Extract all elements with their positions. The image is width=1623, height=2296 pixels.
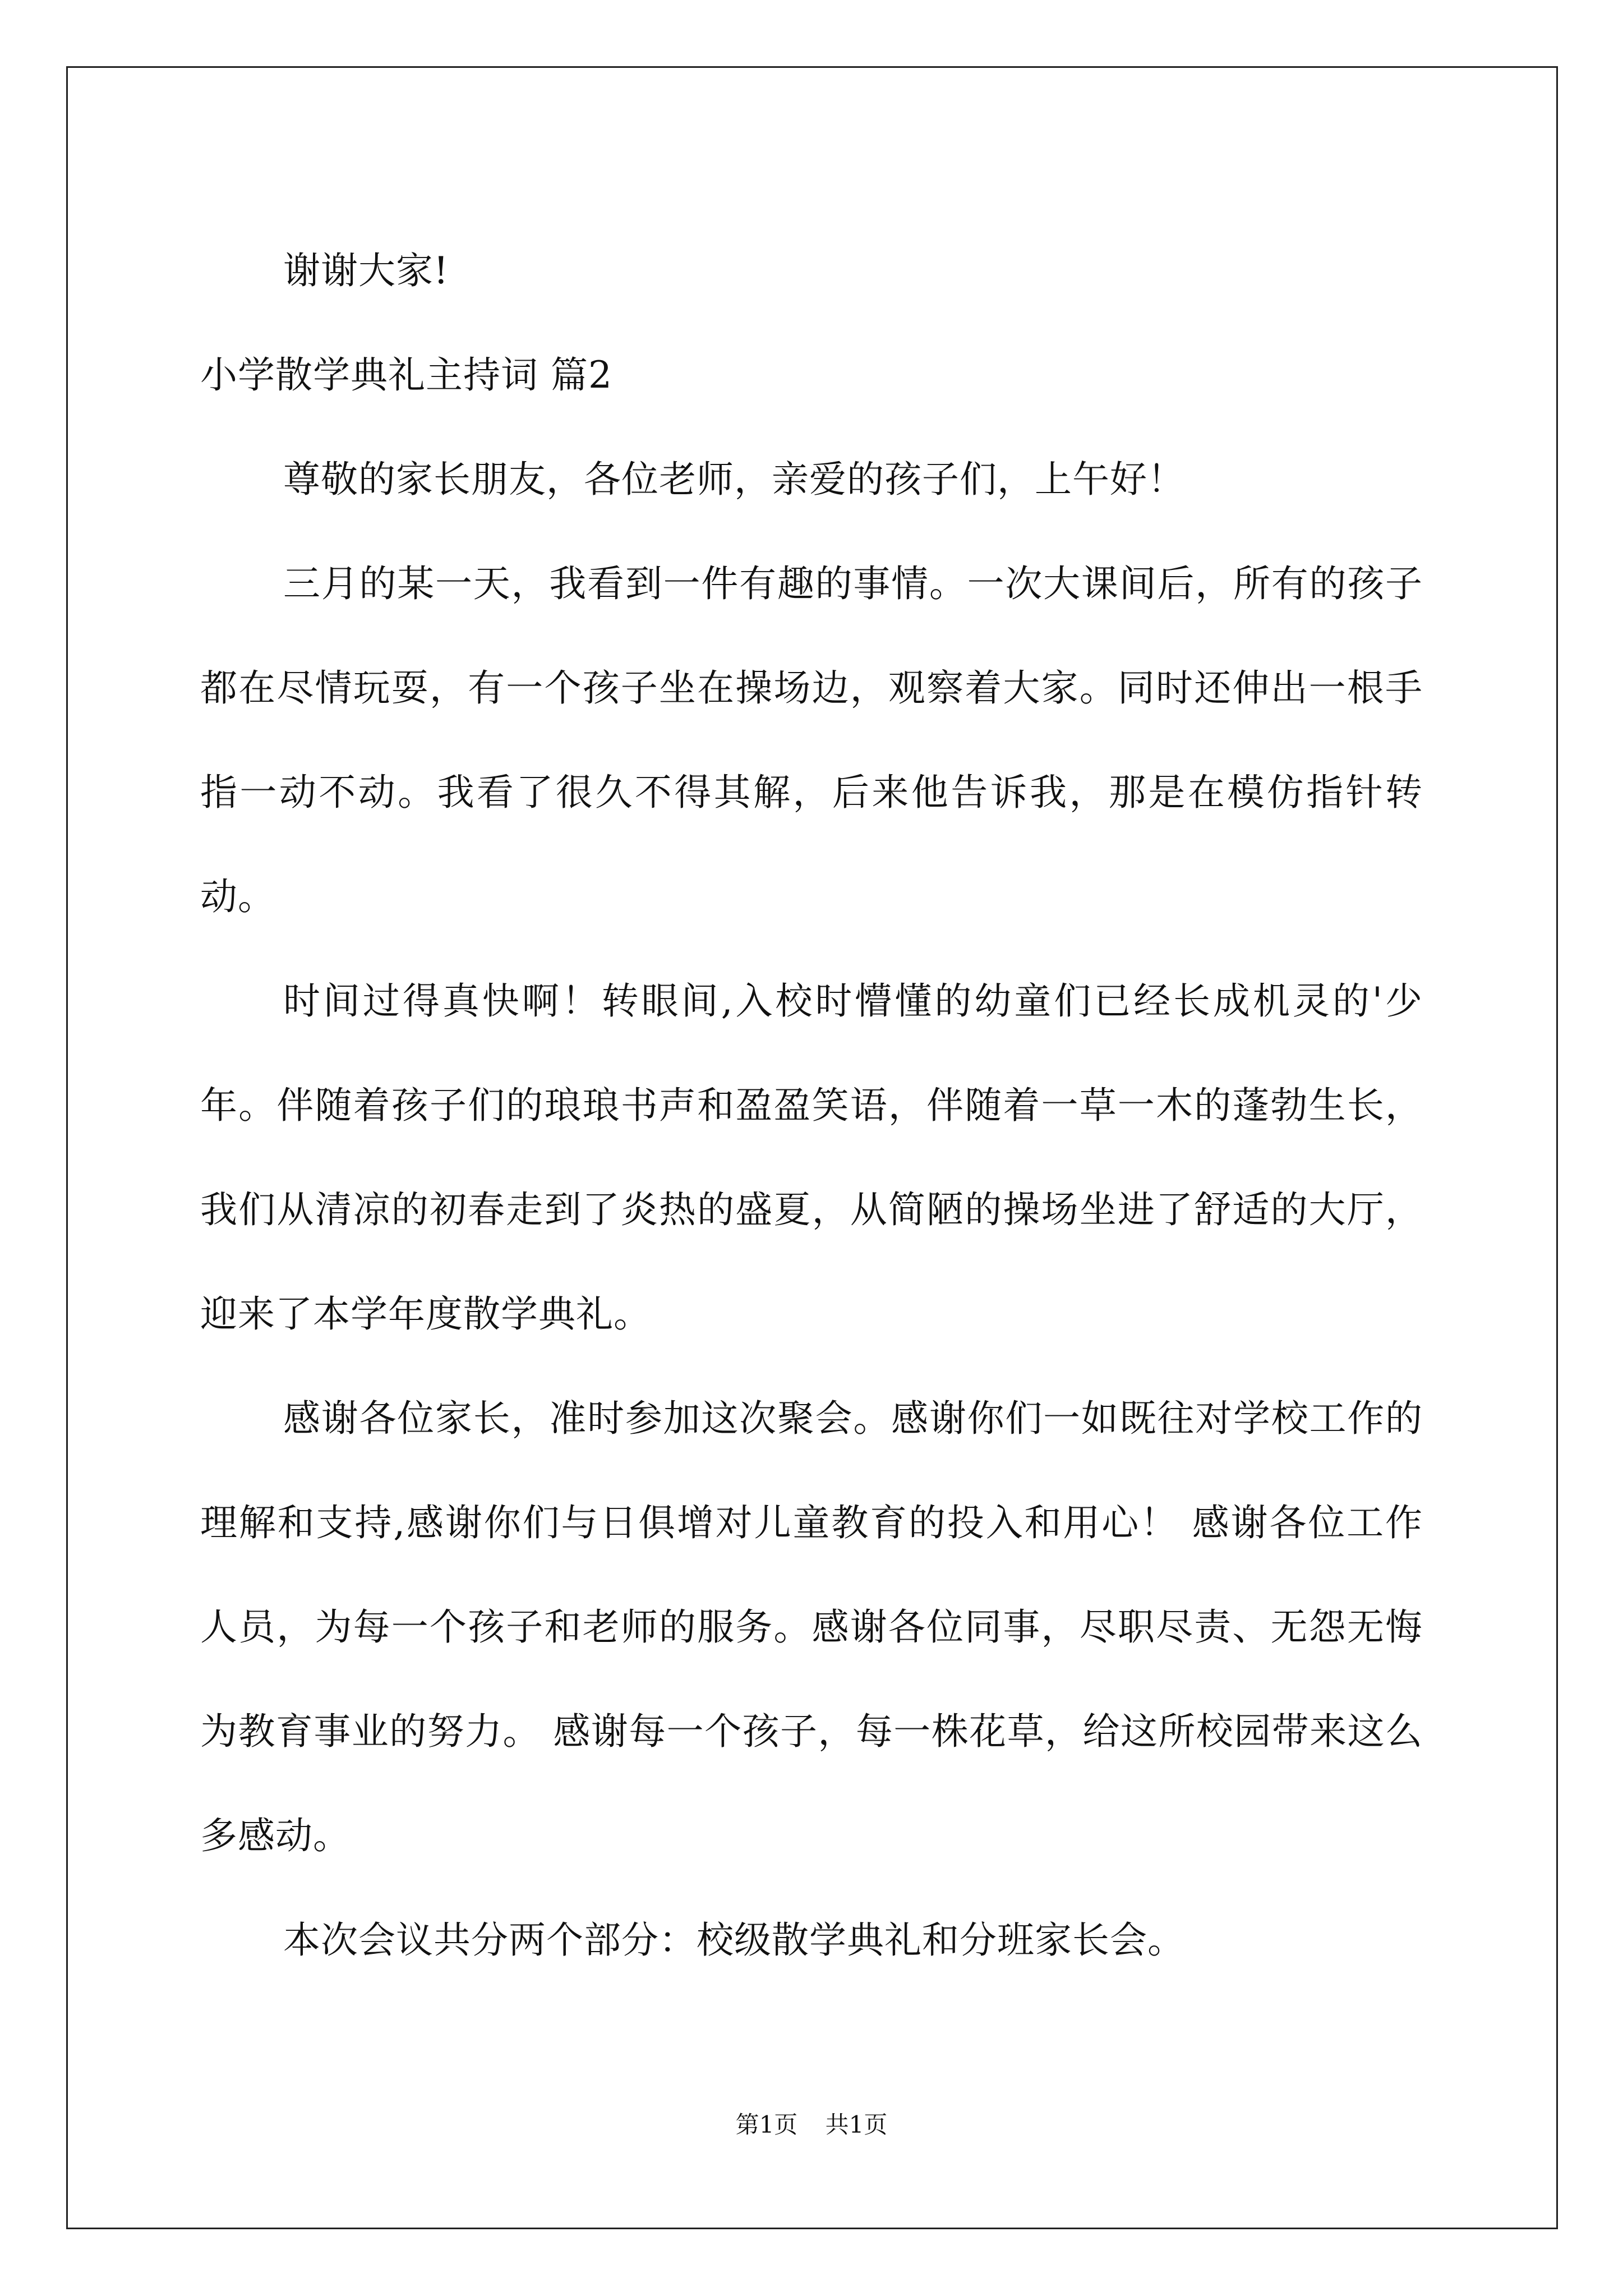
section-heading: 小学散学典礼主持词 篇2: [200, 353, 612, 397]
agenda-paragraph: 本次会议共分两个部分：校级散学典礼和分班家长会。: [283, 1918, 1185, 1962]
page-footer: [0, 2106, 1623, 2140]
document-body: [200, 219, 1423, 1993]
closing-line: 谢谢大家!: [283, 249, 449, 292]
page-number: 第1页: [735, 2111, 798, 2138]
time-paragraph: 时间过得真快啊！转眼间,入校时懵懂的幼童们已经长成机灵的'少年。伴随着孩子们的琅琅书声和盈盈笑语，伴随着一草一木的蓬勃生长，我们从清凉的初春走到了炎热的盛夏，从简陋的操场坐进了舒适的大厅，迎来了本学年度散学典礼。: [200, 979, 1423, 1336]
page-total: 共1页: [825, 2111, 888, 2138]
thanks-paragraph: 感谢各位家长，准时参加这次聚会。感谢你们一如既往对学校工作的理解和支持,感谢你们与日俱增对儿童教育的投入和用心！ 感谢各位工作人员，为每一个孩子和老师的服务。感谢各位同事，尽职尽责、无怨无悔为教育事业的努力。 感谢每一个孩子，每一株花草，给这所校园带来这么多感动。: [200, 1397, 1423, 1857]
story-paragraph: 三月的某一天，我看到一件有趣的事情。一次大课间后，所有的孩子都在尽情玩耍，有一个孩子坐在操场边，观察着大家。同时还伸出一根手指一动不动。我看了很久不得其解，后来他告诉我，那是在模仿指针转动。: [200, 562, 1423, 918]
greeting-paragraph: 尊敬的家长朋友，各位老师，亲爱的孩子们，上午好！: [283, 458, 1185, 501]
